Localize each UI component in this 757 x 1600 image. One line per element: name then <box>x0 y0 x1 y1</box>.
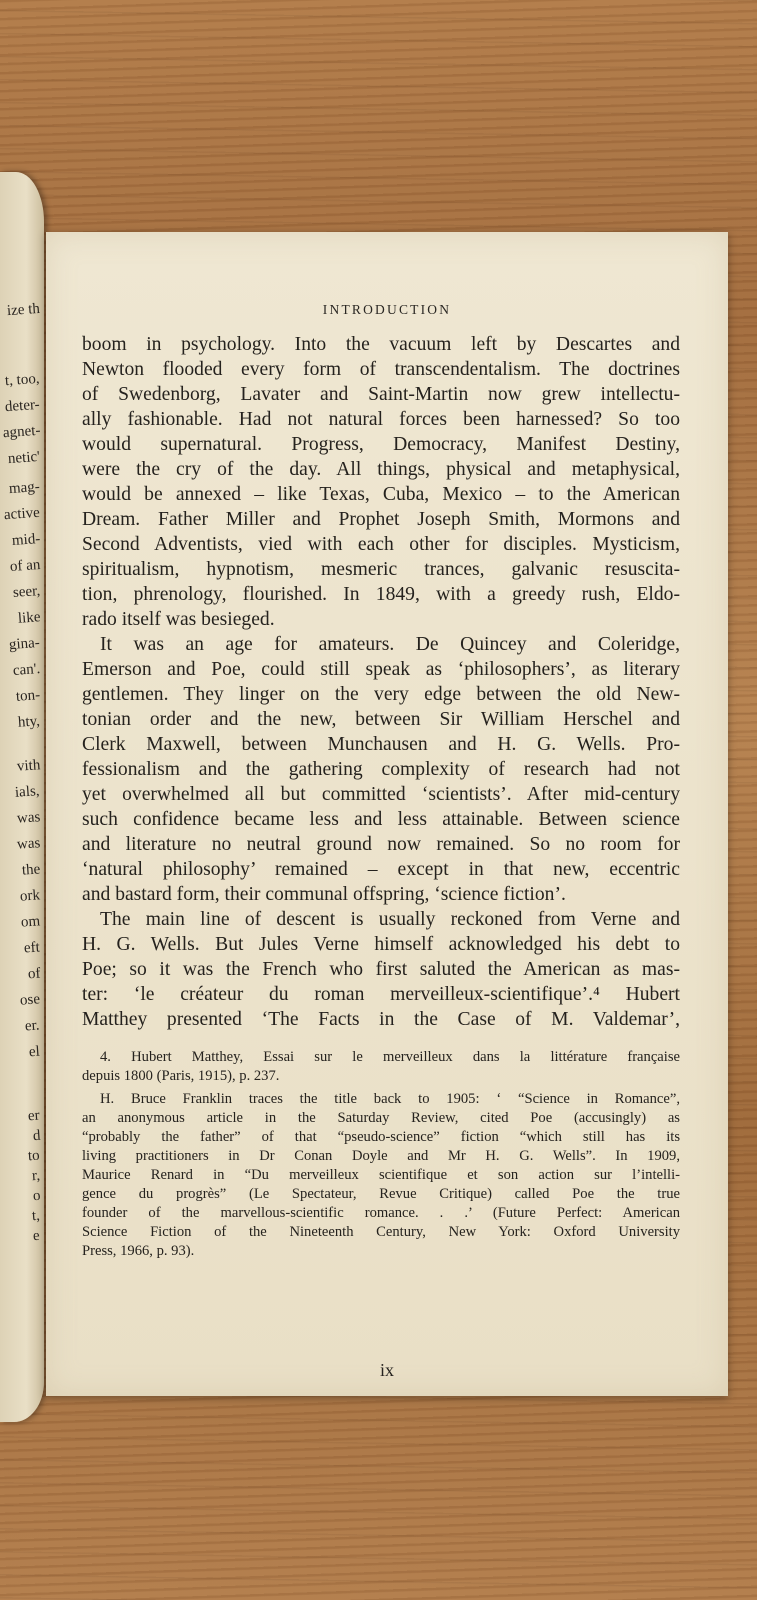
left-page-fragment: eft <box>23 939 41 957</box>
page-number: ix <box>379 1360 394 1380</box>
left-page-fragment: ials, <box>14 783 41 801</box>
left-page-fragment: ton- <box>15 687 41 705</box>
text-line: ‘natural philosophy’ remained – except in that new, eccentric <box>82 859 680 880</box>
left-page-fragment: mag- <box>8 478 41 498</box>
left-page-fragment: ork <box>19 887 41 905</box>
left-page-fragment: gina- <box>8 634 41 654</box>
running-head: INTRODUCTION <box>322 302 452 317</box>
text-line: Emerson and Poe, could still speak as ‘philosophers’, as literary <box>82 659 680 680</box>
text-line: Newton flooded every form of transcendentalism. The doctrines <box>82 359 680 380</box>
text-line: spiritualism, hypnotism, mesmeric trances, galvanic resuscita- <box>82 559 680 580</box>
left-page-fragment: was <box>16 809 41 827</box>
left-page-fragment: d <box>31 1127 41 1145</box>
left-page-fragment: of an <box>9 556 41 576</box>
text-line: It was an age for amateurs. De Quincey and Coleridge, <box>100 634 680 655</box>
footnote-line: founder of the marvellous-scientific romance. . .’ (Future Perfect: American <box>82 1205 680 1221</box>
text-line: such confidence became less and less attainable. Between science <box>82 809 680 830</box>
left-page-fragment: netic' <box>7 448 41 468</box>
left-page-fragment: er. <box>24 1017 41 1035</box>
left-page-fragment: t, <box>31 1207 41 1225</box>
text-line: rado itself was besieged. <box>82 609 275 630</box>
left-page-fragment: to <box>27 1147 41 1165</box>
text-line: boom in psychology. Into the vacuum left by Descartes and <box>82 334 680 355</box>
left-page-fragment: el <box>28 1043 41 1061</box>
text-line: Clerk Maxwell, between Munchausen and H. G. Wells. Pro- <box>82 734 680 755</box>
footnote-line: Maurice Renard in “Du merveilleux scientifique et son action sur l’intelli- <box>82 1167 680 1183</box>
footnote-line: “probably the father” of that “pseudo-science” fiction “which still has its <box>82 1129 680 1145</box>
left-page-fragment: active <box>3 504 41 524</box>
left-page-fragment: like <box>16 609 41 627</box>
left-page-fragment: t, too, <box>4 370 41 390</box>
left-page-fragment: was <box>16 835 41 853</box>
footnote-line: H. Bruce Franklin traces the title back to 1905: ‘ “Science in Romance”, <box>100 1091 680 1107</box>
text-line: Dream. Father Miller and Prophet Joseph Smith, Mormons and <box>82 509 680 530</box>
left-page-edge <box>0 172 44 1422</box>
text-line: and bastard form, their communal offspring, ‘science fiction’. <box>82 884 566 905</box>
footnote-line: 4. Hubert Matthey, Essai sur le merveilleux dans la littérature française <box>100 1049 680 1065</box>
text-line: would be annexed – like Texas, Cuba, Mexico – to the American <box>82 484 680 505</box>
left-page-fragment: the <box>21 861 41 879</box>
text-line: were the cry of the day. All things, physical and metaphysical, <box>82 459 680 480</box>
left-page-fragment: o <box>31 1187 41 1205</box>
text-line: tonian order and the new, between Sir William Herschel and <box>82 709 680 730</box>
footnote-line: an anonymous article in the Saturday Review, cited Poe (accusingly) as <box>82 1110 680 1126</box>
footnote-line: Science Fiction of the Nineteenth Century, New York: Oxford University <box>82 1224 680 1240</box>
text-line: ally fashionable. Had not natural forces been harnessed? So too <box>82 409 680 430</box>
footnote-line: depuis 1800 (Paris, 1915), p. 237. <box>82 1068 280 1084</box>
left-page-fragment: agnet- <box>1 422 41 442</box>
text-line: Matthey presented ‘The Facts in the Case of M. Valdemar’, <box>82 1009 680 1030</box>
footnote-line: gence du progrès” (Le Spectateur, Revue Critique) called Poe the true <box>82 1186 680 1202</box>
left-page-fragment: ize th <box>6 300 41 320</box>
footnotes <box>82 1048 680 1261</box>
left-page-fragment: e <box>32 1227 41 1245</box>
left-page-fragment: seer, <box>12 583 41 601</box>
text-line: yet overwhelmed all but committed ‘scientists’. After mid-century <box>82 784 680 805</box>
left-page-fragment: can'. <box>12 661 41 679</box>
left-page-fragment: deter- <box>4 396 41 416</box>
book-page <box>46 232 728 1396</box>
text-line: tion, phrenology, flourished. In 1849, with a greedy rush, Eldo- <box>82 584 680 605</box>
text-line: Second Adventists, vied with each other for disciples. Mysticism, <box>82 534 680 555</box>
left-page-fragment: ose <box>19 991 41 1009</box>
text-line: Poe; so it was the French who first saluted the American as mas- <box>82 959 680 980</box>
text-line: would supernatural. Progress, Democracy, Manifest Destiny, <box>82 434 680 455</box>
text-line: and literature no neutral ground now remained. So no room for <box>82 834 680 855</box>
left-page-fragment: vith <box>16 757 41 775</box>
text-line: The main line of descent is usually reckoned from Verne and <box>100 909 680 930</box>
text-line: H. G. Wells. But Jules Verne himself acknowledged his debt to <box>82 934 680 955</box>
text-line: fessionalism and the gathering complexity of research had not <box>82 759 680 780</box>
text-line: ter: ‘le créateur du roman merveilleux-scientifique’.⁴ Hubert <box>82 984 680 1005</box>
text-line: of Swedenborg, Lavater and Saint-Martin now grew intellectu- <box>82 384 680 405</box>
left-page-fragment: mid- <box>11 531 41 549</box>
left-page-fragment: er <box>27 1107 41 1125</box>
footnote-line: Press, 1966, p. 93). <box>82 1243 195 1259</box>
text-line: gentlemen. They linger on the very edge between the old New- <box>82 684 680 705</box>
left-page-fragment: r, <box>31 1167 41 1185</box>
footnote-line: living practitioners in Dr Conan Doyle and Mr H. G. Wells”. In 1909, <box>82 1148 680 1164</box>
left-page-fragment: hty, <box>17 713 41 731</box>
left-page-fragment: of <box>26 965 41 983</box>
body-text <box>82 332 680 1032</box>
left-page-fragment: om <box>20 913 41 931</box>
